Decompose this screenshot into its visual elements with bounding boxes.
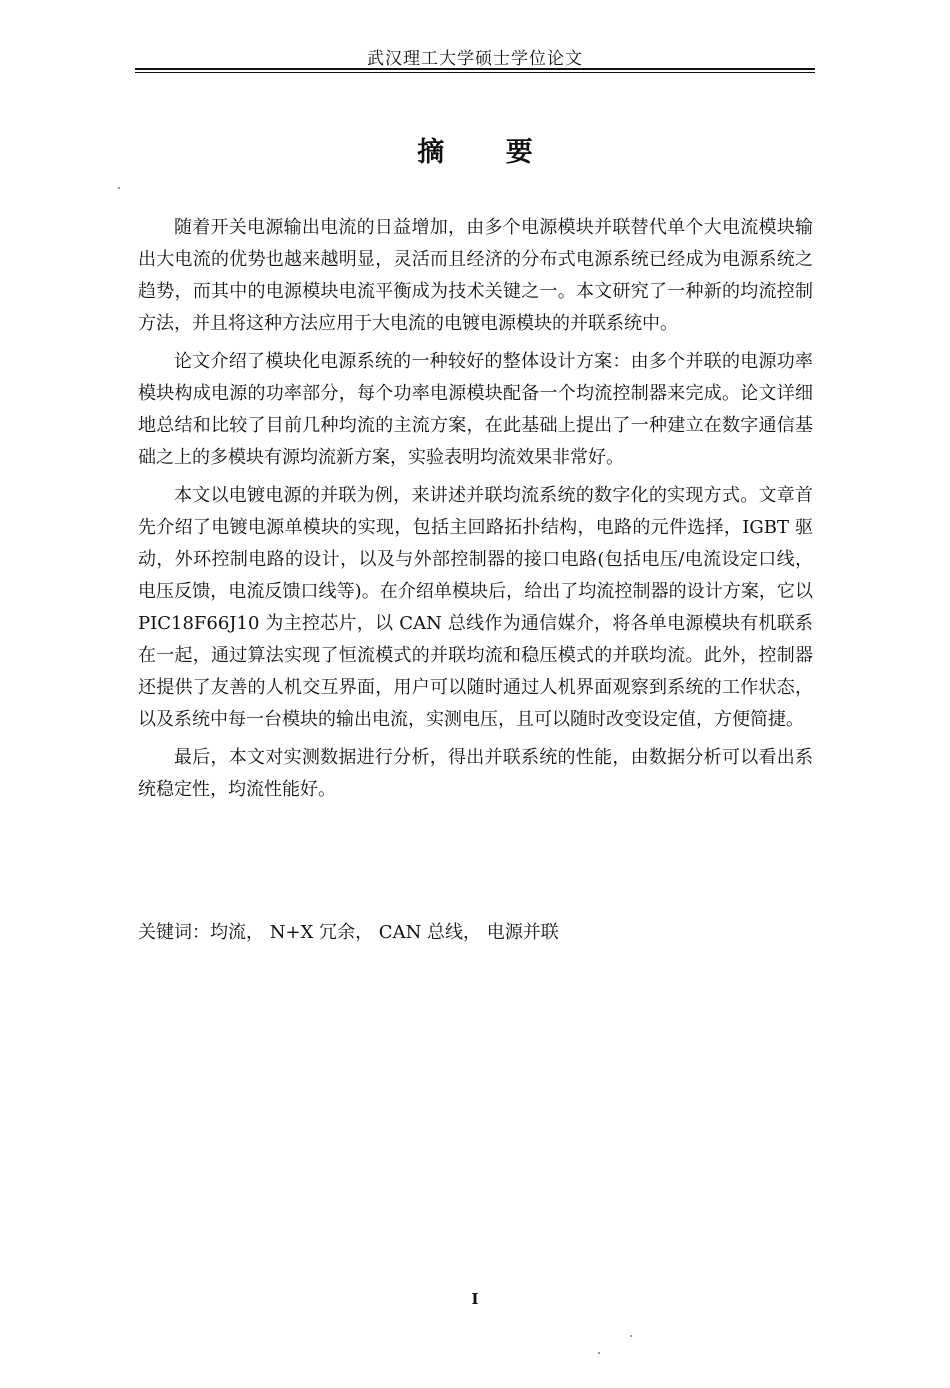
abstract-paragraph-1: 随着开关电源输出电流的日益增加，由多个电源模块并联替代单个大电流模块输出大电流的优势也越来越明显，灵活而且经济的分布式电源系统已经成为电源系统之趋势，而其中的电源模块电流平衡成为技术关键之一。本文研究了一种新的均流控制方法，并且将这种方法应用于大电流的电镀电源模块的并联系统中。 (138, 217, 813, 334)
scan-speck (118, 187, 120, 189)
abstract-paragraph-3: 本文以电镀电源的并联为例，来讲述并联均流系统的数字化的实现方式。文章首先介绍了电镀电源单模块的实现，包括主回路拓扑结构，电路的元件选择，IGBT 驱动，外环控制电路的设计，以及与外部控制器的接口电路(包括电压/电流设定口线，电压反馈，电流反馈口线等)。在介绍单模块后，给出了均流控制器的设计方案，它以 PIC18F66J10 为主控芯片，以 CAN 总线作为通信媒介，将各单电源模块有机联系在一起，通过算法实现了恒流模式的并联均流和稳压模式的并联均流。此外，控制器还提供了友善的人机交互界面，用户可以随时通过人机界面观察到系统的工作状态，以及系统中每一台模块的输出电流，实测电压，且可以随时改变设定值，方便简捷。 (138, 485, 813, 730)
keywords-line: 关键词：均流， N+X 冗余， CAN 总线， 电源并联 (138, 922, 559, 943)
running-header: 武汉理工大学硕士学位论文 (367, 49, 583, 69)
abstract-body (138, 212, 813, 812)
abstract-paragraph-4: 最后，本文对实测数据进行分析，得出并联系统的性能，由数据分析可以看出系统稳定性，均流性能好。 (138, 747, 813, 800)
page-number: I (471, 1290, 479, 1308)
header-rule (135, 68, 815, 73)
scan-speck (630, 1335, 632, 1337)
abstract-paragraph-2: 论文介绍了模块化电源系统的一种较好的整体设计方案：由多个并联的电源功率模块构成电源的功率部分，每个功率电源模块配备一个均流控制器来完成。论文详细地总结和比较了目前几种均流的主流方案，在此基础上提出了一种建立在数字通信基础之上的多模块有源均流新方案，实验表明均流效果非常好。 (138, 351, 813, 468)
abstract-title: 摘 要 (417, 137, 559, 168)
scan-speck (598, 1352, 600, 1354)
